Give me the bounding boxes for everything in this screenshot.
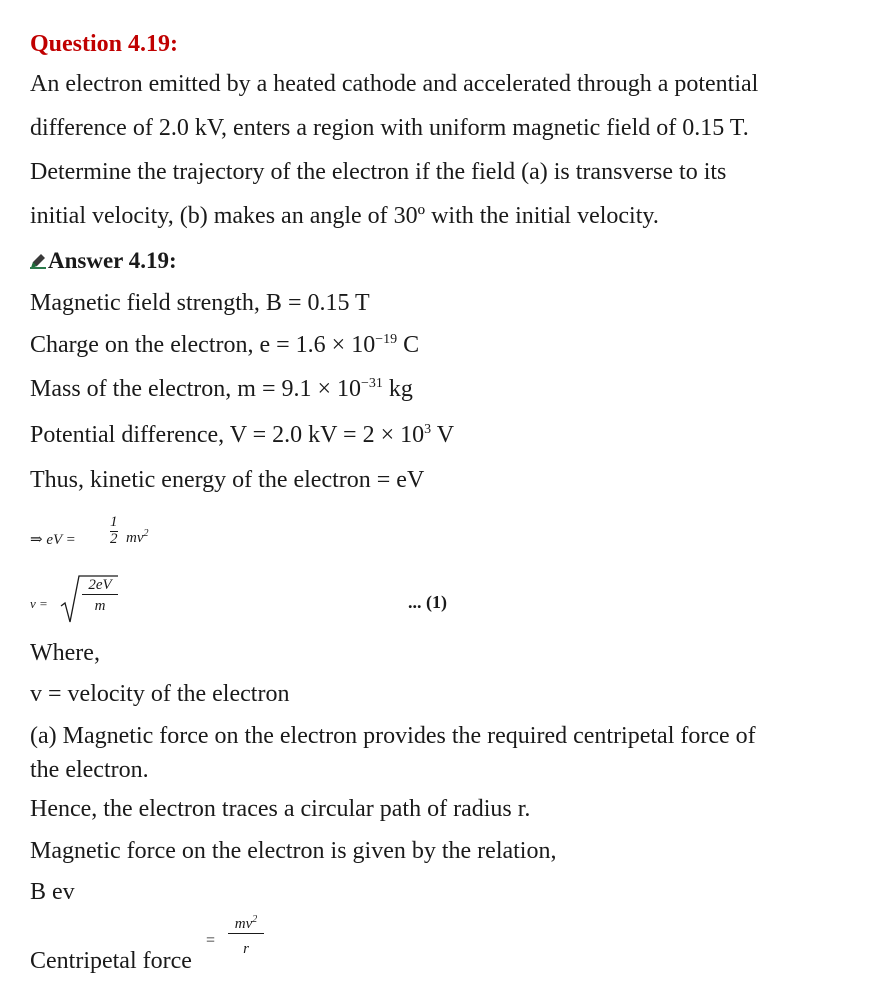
- potential-text: Potential difference, V = 2.0 kV = 2 × 10: [30, 422, 425, 448]
- velocity-definition: v = velocity of the electron: [30, 681, 290, 707]
- eq1-lhs: ⇒ eV =: [30, 532, 76, 548]
- question-line-2: difference of 2.0 kV, enters a region with uniform magnetic field of 0.15 T.: [30, 115, 749, 141]
- centripetal-label: Centripetal force: [30, 948, 192, 974]
- part-a-line-1: (a) Magnetic force on the electron provides the required centripetal force of: [30, 723, 756, 749]
- charge-exponent: −19: [375, 332, 398, 347]
- answer-heading: [30, 249, 177, 273]
- field-strength-line: Magnetic field strength, B = 0.15 T: [30, 290, 370, 316]
- bev-line: B ev: [30, 879, 75, 905]
- kinetic-energy-line: Thus, kinetic energy of the electron = eV: [30, 467, 425, 493]
- eq1-denominator: 2: [110, 530, 118, 547]
- potential-line: [30, 423, 454, 447]
- eq1-numerator: 1: [110, 514, 118, 530]
- eq1-rhs: $mv^2$: [126, 528, 149, 546]
- answer-title: Answer 4.19:: [48, 248, 177, 273]
- charge-unit: C: [397, 332, 420, 358]
- eq2-numerator: 2eV: [88, 577, 112, 593]
- centripetal-denominator: r: [243, 940, 249, 957]
- charge-text: Charge on the electron, e = 1.6 × 10: [30, 332, 376, 358]
- mass-line: [30, 377, 413, 401]
- pencil-icon: [30, 250, 46, 266]
- eq2-lhs: v =: [30, 596, 48, 611]
- question-line-4: initial velocity, (b) makes an angle of 30º with the initial velocity.: [30, 203, 659, 229]
- equation-tag: ... (1): [408, 592, 447, 612]
- centripetal-fraction: [228, 914, 264, 958]
- eq2-denominator: m: [94, 597, 106, 614]
- part-a-line-2: the electron.: [30, 757, 149, 783]
- where-line: Where,: [30, 640, 100, 666]
- mass-exponent: −31: [361, 376, 383, 391]
- charge-line: [30, 333, 419, 357]
- potential-exponent: 3: [424, 422, 432, 437]
- question-line-1: An electron emitted by a heated cathode and accelerated through a potential: [30, 71, 759, 97]
- centripetal-numerator: $mv^2$: [234, 914, 258, 932]
- eq1-fraction: [110, 515, 118, 548]
- equation-velocity: [30, 572, 170, 632]
- mass-unit: kg: [382, 376, 413, 402]
- centripetal-equation: [206, 914, 276, 967]
- equation-kinetic: [30, 515, 170, 565]
- centripetal-equals: =: [206, 932, 216, 949]
- mass-text: Mass of the electron, m = 9.1 × 10: [30, 376, 362, 402]
- eq2-fraction: [82, 578, 118, 615]
- question-title: Question 4.19:: [30, 31, 179, 57]
- potential-unit: V: [431, 422, 455, 448]
- circular-path-line: Hence, the electron traces a circular path of radius r.: [30, 796, 531, 822]
- question-line-3: Determine the trajectory of the electron if the field (a) is transverse to its: [30, 159, 727, 185]
- relation-line: Magnetic force on the electron is given by the relation,: [30, 838, 557, 864]
